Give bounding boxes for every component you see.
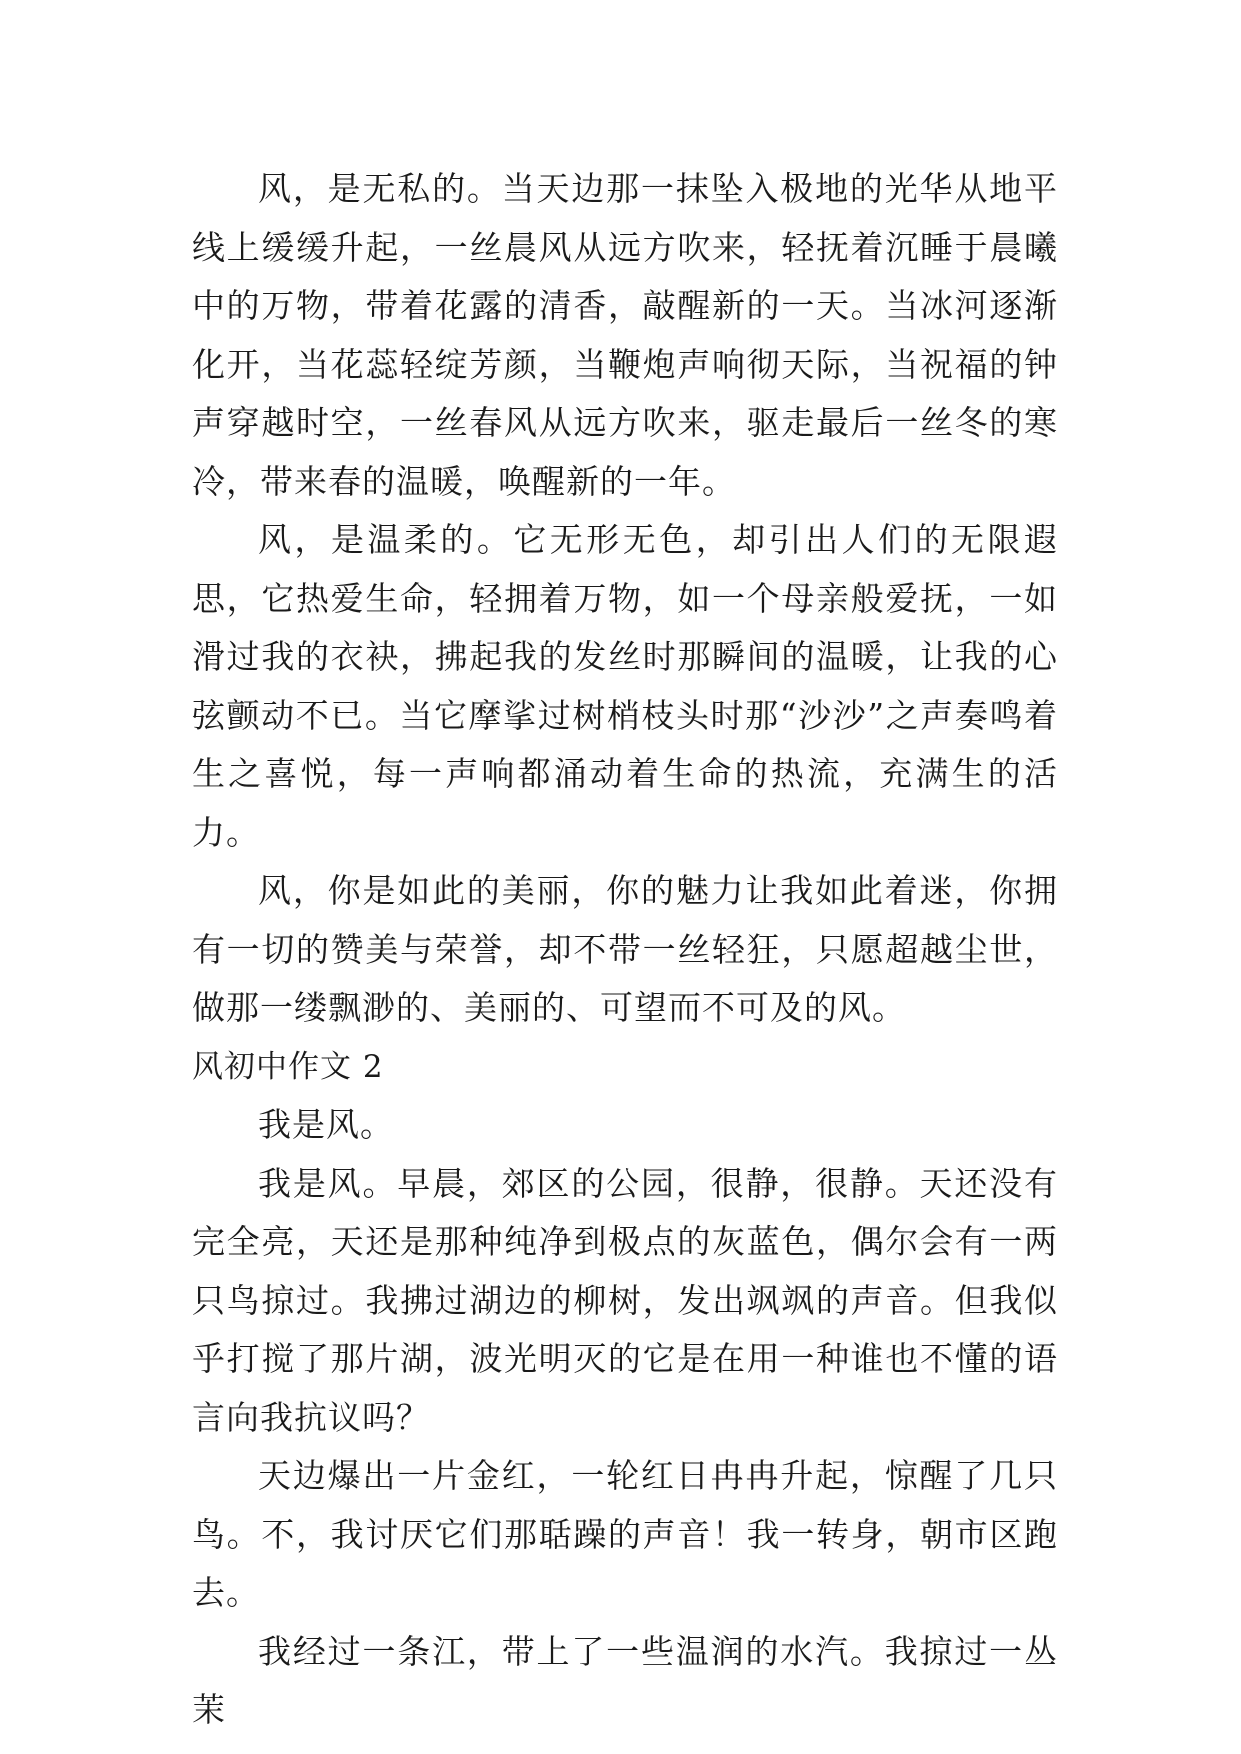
paragraph-5: 我是风。 [258, 1105, 394, 1144]
section-heading: 风初中作文 2 [192, 1048, 384, 1085]
paragraph-2: 风，是温柔的。它无形无色，却引出人们的无限遐思，它热爱生命，轻拥着万物，如一个母亲般爱抚，一如滑过我的衣袂，拂起我的发丝时那瞬间的温暖，让我的心弦颤动不已。当它摩挲过树梢枝头时那“沙沙”之声奏鸣着生之喜悦，每一声响都涌动着生命的热流，充满生的活力。 [192, 520, 1058, 852]
paragraph-7: 天边爆出一片金红，一轮红日冉冉升起，惊醒了几只鸟。不，我讨厌它们那聒躁的声音！我一转身，朝市区跑去。 [192, 1456, 1058, 1612]
paragraph-1: 风，是无私的。当天边那一抹坠入极地的光华从地平线上缓缓升起，一丝晨风从远方吹来，轻抚着沉睡于晨曦中的万物，带着花露的清香，敲醒新的一天。当冰河逐渐化开，当花蕊轻绽芳颜，当鞭炮声响彻天际，当祝福的钟声穿越时空，一丝春风从远方吹来，驱走最后一丝冬的寒冷，带来春的温暖，唤醒新的一年。 [192, 169, 1058, 501]
paragraph-6: 我是风。早晨，郊区的公园，很静，很静。天还没有完全亮，天还是那种纯净到极点的灰蓝色，偶尔会有一两只鸟掠过。我拂过湖边的柳树，发出飒飒的声音。但我似乎打搅了那片湖，波光明灭的它是在用一种谁也不懂的语言向我抗议吗？ [192, 1163, 1058, 1437]
paragraph-3: 风，你是如此的美丽，你的魅力让我如此着迷，你拥有一切的赞美与荣誉，却不带一丝轻狂，只愿超越尘世，做那一缕飘渺的、美丽的、可望而不可及的风。 [192, 871, 1058, 1027]
paragraph-8: 我经过一条江，带上了一些温润的水汽。我掠过一丛茉 [192, 1631, 1058, 1729]
document-body [192, 160, 1058, 1740]
